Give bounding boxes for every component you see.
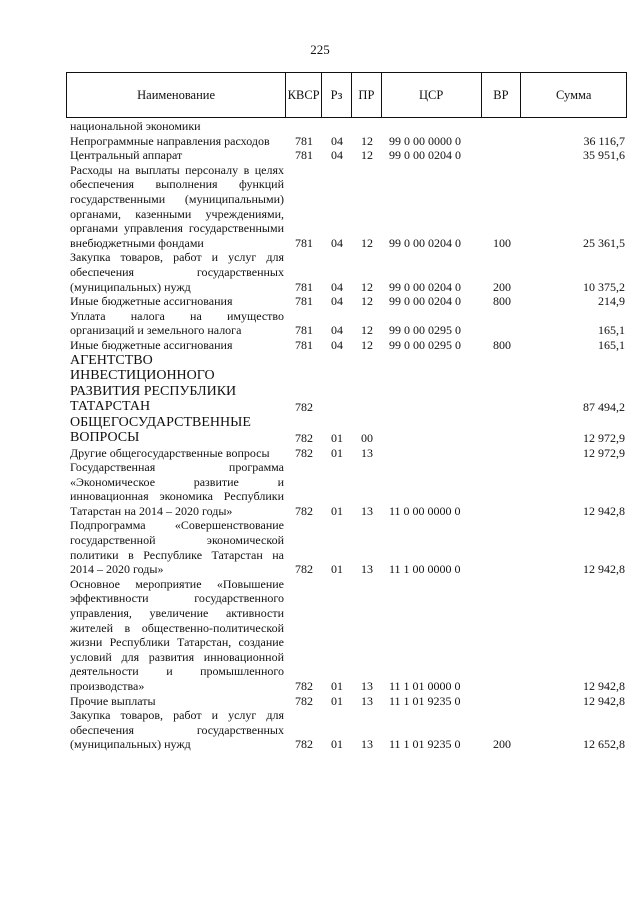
cell-name: национальной экономики [70, 119, 201, 133]
table-row [66, 460, 627, 518]
cell-name: Основное мероприятие «Повышение эффективности государственного управления, увеличение активности жителей в общественно-политической жизни Республики Татарстан, создание условий для развития инновационной деятельности и промышленного производства» [70, 576, 284, 693]
table-row [66, 708, 627, 752]
cell-sum: 165,1 [598, 337, 625, 352]
cell-kvsr: 782 [295, 445, 313, 460]
cell-csr: 99 0 00 0204 0 [389, 294, 461, 309]
cell-rz: 04 [331, 294, 343, 309]
cell-name: Иные бюджетные ассигнования [70, 337, 233, 352]
table-row [66, 338, 627, 353]
cell-sum: 25 361,5 [583, 235, 625, 250]
cell-sum: 12 942,8 [583, 503, 625, 518]
cell-pr: 12 [361, 294, 373, 309]
cell-kvsr: 781 [295, 133, 313, 148]
cell-csr: 11 1 01 9235 0 [389, 693, 461, 708]
cell-name: Подпрограмма «Совершенствование государственной экономической политики в Республике Татарстан на 2014 – 2020 годы» [70, 518, 284, 577]
cell-kvsr: 782 [295, 693, 313, 708]
cell-vr: 800 [493, 294, 511, 309]
cell-rz: 01 [331, 737, 343, 752]
cell-pr: 13 [361, 445, 373, 460]
table-row [66, 163, 627, 251]
header-vr: ВР [482, 73, 522, 117]
header-rz: Рз [322, 73, 352, 117]
cell-sum: 165,1 [598, 323, 625, 338]
cell-kvsr: 781 [295, 294, 313, 309]
cell-vr: 200 [493, 737, 511, 752]
cell-csr: 99 0 00 0295 0 [389, 337, 461, 352]
cell-sum: 87 494,2 [583, 399, 625, 414]
cell-rz: 04 [331, 133, 343, 148]
cell-pr: 00 [361, 430, 373, 445]
table-header [66, 72, 627, 118]
cell-sum: 12 652,8 [583, 737, 625, 752]
cell-sum: 12 942,8 [583, 679, 625, 693]
page-number: 225 [310, 42, 330, 57]
cell-kvsr: 782 [295, 430, 313, 445]
cell-rz: 01 [331, 445, 343, 460]
table-row [66, 577, 627, 694]
cell-name: Расходы на выплаты персоналу в целях обеспечения выполнения функций государственными (муниципальными) органами, казенными учреждениями, органами управления государственными внебюджетными фондами [70, 162, 284, 250]
cell-kvsr: 782 [295, 679, 313, 693]
header-csr: ЦСР [382, 73, 482, 117]
cell-csr: 11 0 00 0000 0 [389, 503, 461, 518]
cell-rz: 01 [331, 679, 343, 693]
cell-pr: 12 [361, 235, 373, 250]
cell-kvsr: 781 [295, 279, 313, 294]
cell-name: Государственная программа «Экономическое развитие и инновационная экономика Республики Татарстан на 2014 – 2020 годы» [70, 460, 284, 518]
cell-csr: 11 1 00 0000 0 [389, 562, 461, 577]
header-pr: ПР [352, 73, 382, 117]
cell-rz: 04 [331, 337, 343, 352]
cell-csr: 99 0 00 0295 0 [389, 323, 461, 338]
cell-csr: 11 1 01 0000 0 [389, 679, 461, 693]
cell-vr: 200 [493, 279, 511, 294]
cell-name: Уплата налога на имущество организаций и земельного налога [70, 308, 284, 338]
table-row [66, 148, 627, 163]
cell-name: Центральный аппарат [70, 148, 183, 163]
table-row [66, 353, 627, 415]
cell-name: Иные бюджетные ассигнования [70, 294, 233, 309]
header-sum: Сумма [555, 87, 592, 102]
table-row [66, 518, 627, 576]
cell-name: Прочие выплаты [70, 693, 156, 708]
table-row [66, 446, 627, 461]
cell-kvsr: 782 [295, 562, 313, 577]
cell-kvsr: 782 [295, 503, 313, 518]
cell-csr: 99 0 00 0204 0 [389, 279, 461, 294]
cell-sum: 35 951,6 [583, 148, 625, 163]
cell-vr: 100 [493, 235, 511, 250]
cell-rz: 01 [331, 430, 343, 445]
cell-pr: 12 [361, 148, 373, 163]
table-row [66, 134, 627, 149]
cell-pr: 12 [361, 133, 373, 148]
cell-kvsr: 781 [295, 148, 313, 163]
cell-pr: 13 [361, 737, 373, 752]
cell-pr: 12 [361, 323, 373, 338]
budget-table [66, 72, 627, 752]
table-row [66, 119, 627, 134]
cell-kvsr: 781 [295, 235, 313, 250]
cell-sum: 214,9 [598, 294, 625, 309]
cell-name: Непрограммные направления расходов [70, 133, 270, 148]
cell-kvsr: 781 [295, 337, 313, 352]
cell-rz: 04 [331, 148, 343, 163]
table-row [66, 309, 627, 338]
cell-vr: 800 [493, 337, 511, 352]
cell-pr: 12 [361, 279, 373, 294]
cell-name: Другие общегосударственные вопросы [70, 445, 270, 460]
cell-sum: 12 942,8 [583, 693, 625, 708]
cell-rz: 01 [331, 562, 343, 577]
cell-name: АГЕНТСТВО ИНВЕСТИЦИОННОГО РАЗВИТИЯ РЕСПУБЛИКИ ТАТАРСТАН [70, 352, 237, 414]
table-row [66, 294, 627, 309]
cell-pr: 13 [361, 679, 373, 693]
cell-csr: 11 1 01 9235 0 [389, 737, 461, 752]
cell-csr: 99 0 00 0204 0 [389, 235, 461, 250]
table-row [66, 250, 627, 294]
cell-rz: 01 [331, 693, 343, 708]
cell-csr: 99 0 00 0204 0 [389, 148, 461, 163]
cell-csr: 99 0 00 0000 0 [389, 133, 461, 148]
cell-rz: 01 [331, 503, 343, 518]
cell-name: Закупка товаров, работ и услуг для обеспечения государственных (муниципальных) нужд [70, 250, 284, 294]
table-body [66, 119, 627, 752]
cell-name: Закупка товаров, работ и услуг для обеспечения государственных (муниципальных) нужд [70, 708, 284, 752]
cell-pr: 13 [361, 503, 373, 518]
cell-name: ОБЩЕГОСУДАРСТВЕННЫЕ ВОПРОСЫ [70, 414, 251, 445]
cell-sum: 12 942,8 [583, 562, 625, 577]
header-name: Наименование [67, 73, 286, 117]
cell-sum: 12 972,9 [583, 430, 625, 445]
cell-sum: 10 375,2 [583, 279, 625, 294]
header-kvsr: КВСР [286, 73, 322, 117]
cell-kvsr: 782 [295, 399, 313, 414]
cell-rz: 04 [331, 235, 343, 250]
cell-sum: 36 116,7 [583, 133, 625, 148]
cell-pr: 13 [361, 693, 373, 708]
table-row [66, 694, 627, 709]
cell-pr: 13 [361, 562, 373, 577]
cell-rz: 04 [331, 279, 343, 294]
cell-sum: 12 972,9 [583, 445, 625, 460]
cell-pr: 12 [361, 337, 373, 352]
table-row [66, 415, 627, 446]
cell-kvsr: 781 [295, 323, 313, 338]
cell-kvsr: 782 [295, 737, 313, 752]
cell-rz: 04 [331, 323, 343, 338]
